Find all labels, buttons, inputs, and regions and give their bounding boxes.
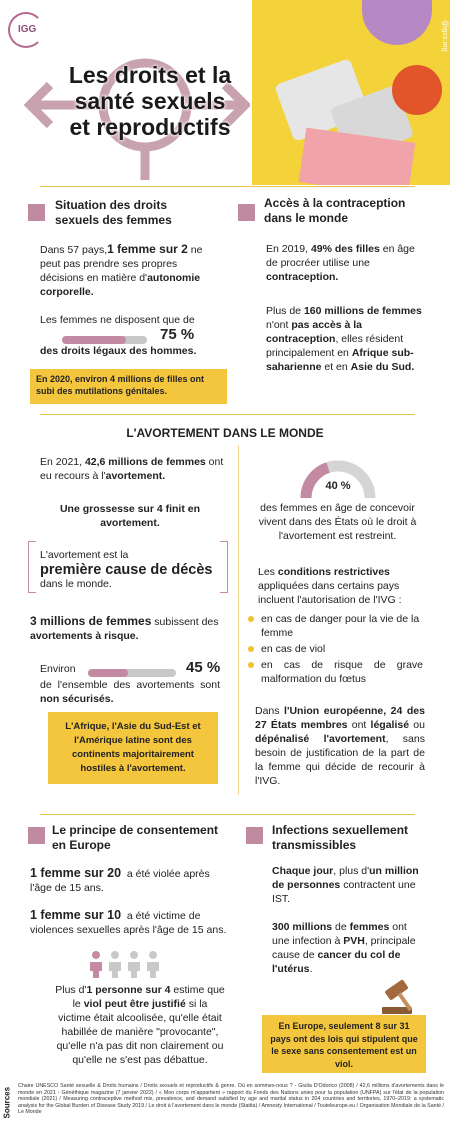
- hostile-box: L'Afrique, l'Asie du Sud-Est et l'Amérique latine sont des continents majoritairement hostiles à l'avortement.: [48, 712, 218, 784]
- conditions-list: [248, 612, 423, 686]
- person-icon: [147, 951, 159, 978]
- person-icon: [90, 951, 102, 978]
- sec3-r2: Les conditions restrictives appliquées dans certains pays incluent l'autorisation de l'IVG :: [258, 566, 402, 606]
- sec1-p2: Les femmes ne disposent que de: [40, 314, 195, 326]
- gauge-pct: 40 %: [325, 480, 351, 492]
- sec4-title: Le principe de consentement en Europe: [52, 823, 219, 852]
- rights-progress-bar: [62, 336, 147, 344]
- title-line-2: santé sexuels: [74, 88, 226, 114]
- title-line-3: et reproductifs: [69, 114, 231, 140]
- sec3-p3a: L'avortement est la: [40, 549, 129, 561]
- bracket-callout: [28, 541, 228, 593]
- sec3-r3: Dans l'Union européenne, 24 des 27 États membres ont légalisé ou dépénalisé l'avortement, sans besoin de justification de la part de la femme qui décide de recourir à l'IVG.: [255, 705, 425, 787]
- sec3-p3c: dans le monde.: [40, 578, 112, 590]
- divider-vertical: [238, 445, 239, 795]
- divider-top: [40, 186, 415, 187]
- unsafe-pct: 45 %: [186, 659, 221, 676]
- sources-label: Sources: [2, 1086, 12, 1119]
- sec2-p1: En 2019, 49% des filles en âge de procréer utilise une contraception.: [266, 243, 415, 283]
- logo-text: IGG: [18, 24, 37, 35]
- sec3-p4: 3 millions de femmes subissent des avortements à risque.: [30, 614, 219, 642]
- divider-mid: [40, 414, 415, 415]
- sources-text: Chaire UNESCO Santé sexuelle & Droits humains / Droits sexuels et reproductifs & genre. Où en sommes-nous ? - Giulia D'Odorico (2008) / 42,6 millions d'avortements dans le monde en 2021 - Généthique magazine (7 janvier 2022) / « Mon corps m'appartient » rapport du Fonds des Nations unies pour la population (UNFPA) sur l'état de la population mondiale (2021) / Measuring contraceptive method mix, prevalence, and demand satisfied by age and marital status in 204 countries and territories, 1970–2019: a systematic analysis for the Global Burden of Disease Study 2019 / Le droit à l'avortement dans le monde (Statita) / Amnesty International / Touteleurope.eu / Organisation Mondiale de la Santé / Le Monde: [18, 1083, 444, 1116]
- bracket-left: [28, 541, 36, 593]
- section-marker: [28, 827, 45, 844]
- list-item: en cas de viol: [248, 642, 423, 656]
- sec5-p2: 300 millions de femmes ont une infection à PVH, principale cause de cancer du col de l'utérus.: [272, 921, 416, 975]
- sec3-p1: En 2021, 42,6 millions de femmes ont eu recours à l'avortement.: [40, 456, 224, 482]
- abortion-gauge: [298, 456, 378, 502]
- section-marker: [246, 827, 263, 844]
- sec3-p5a: Environ: [40, 663, 76, 675]
- sec2-p2: Plus de 160 millions de femmes n'ont pas accès à la contraception, elles résident principalement en Afrique sub-saharienne et en Asie du Sud.: [266, 305, 422, 373]
- photo-credit: @igcs.org: [441, 20, 448, 52]
- sec4-p1: 1 femme sur 20 a été violée après l'âge de 15 ans.: [30, 866, 210, 894]
- consent-box: En Europe, seulement 8 sur 31 pays ont des lois qui stipulent que le sexe sans consentement est un viol.: [262, 1015, 426, 1073]
- person-icon: [109, 951, 121, 978]
- fgm-box: En 2020, environ 4 millions de filles ont subi des mutilations génitales.: [30, 369, 227, 404]
- title-line-1: Les droits et la: [68, 62, 232, 88]
- menstrual-cup-image: [362, 0, 432, 45]
- list-item: en cas de risque de grave malformation du fœtus: [248, 658, 423, 686]
- header: [0, 0, 450, 185]
- condom-image: [392, 65, 442, 115]
- sec5-p1: Chaque jour, plus d'un million de personnes contractent une IST.: [272, 865, 419, 905]
- bullet-dot: [248, 662, 254, 668]
- sec3-p2: Une grossesse sur 4 finit en avortement.: [59, 503, 201, 529]
- sec4-p2: 1 femme sur 10 a été victime de violences sexuelles après l'âge de 15 ans.: [30, 908, 227, 936]
- person-icon: [128, 951, 140, 978]
- gavel-icon: [378, 975, 422, 1015]
- sec3-r1: des femmes en âge de concevoir vivent dans des États où le droit à l'avortement est restreint.: [258, 502, 417, 542]
- section-marker: [238, 204, 255, 221]
- header-photo: [252, 0, 450, 185]
- igg-logo: [8, 12, 44, 48]
- sec4-p3: Plus d'1 personne sur 4 estime que le viol peut être justifié si la victime était alcoolisée, qu'elle était habillée de manière "provocante", qu'elle n'a pas dit non clairement ou qu'elle ne s'est pas débattue.: [55, 984, 225, 1066]
- sec1-title: Situation des droits sexuels des femmes: [55, 198, 172, 227]
- bullet-dot: [248, 616, 254, 622]
- sec1-p1: Dans 57 pays,1 femme sur 2 ne peut pas prendre ses propres décisions en matière d'autonomie corporelle.: [40, 242, 203, 298]
- sec3-title: L'AVORTEMENT DANS LE MONDE: [126, 426, 324, 440]
- sec1-p2b: des droits légaux des hommes.: [40, 345, 197, 357]
- sec5-title: Infections sexuellement transmissibles: [272, 823, 409, 852]
- people-icons: [88, 950, 168, 978]
- divider-low: [40, 814, 415, 815]
- bracket-right: [220, 541, 228, 593]
- sec3-p3b: première cause de décès: [40, 562, 213, 578]
- sec3-p5b: de l'ensemble des avortements sont non sécurisés.: [40, 679, 220, 705]
- section-marker: [28, 204, 45, 221]
- rights-pct: 75 %: [160, 326, 195, 343]
- list-item: en cas de danger pour la vie de la femme: [248, 612, 423, 640]
- unsafe-progress-bar: [88, 669, 176, 677]
- page-title: [40, 62, 260, 140]
- sec2-title: Accès à la contraception dans le monde: [264, 196, 406, 225]
- bullet-dot: [248, 646, 254, 652]
